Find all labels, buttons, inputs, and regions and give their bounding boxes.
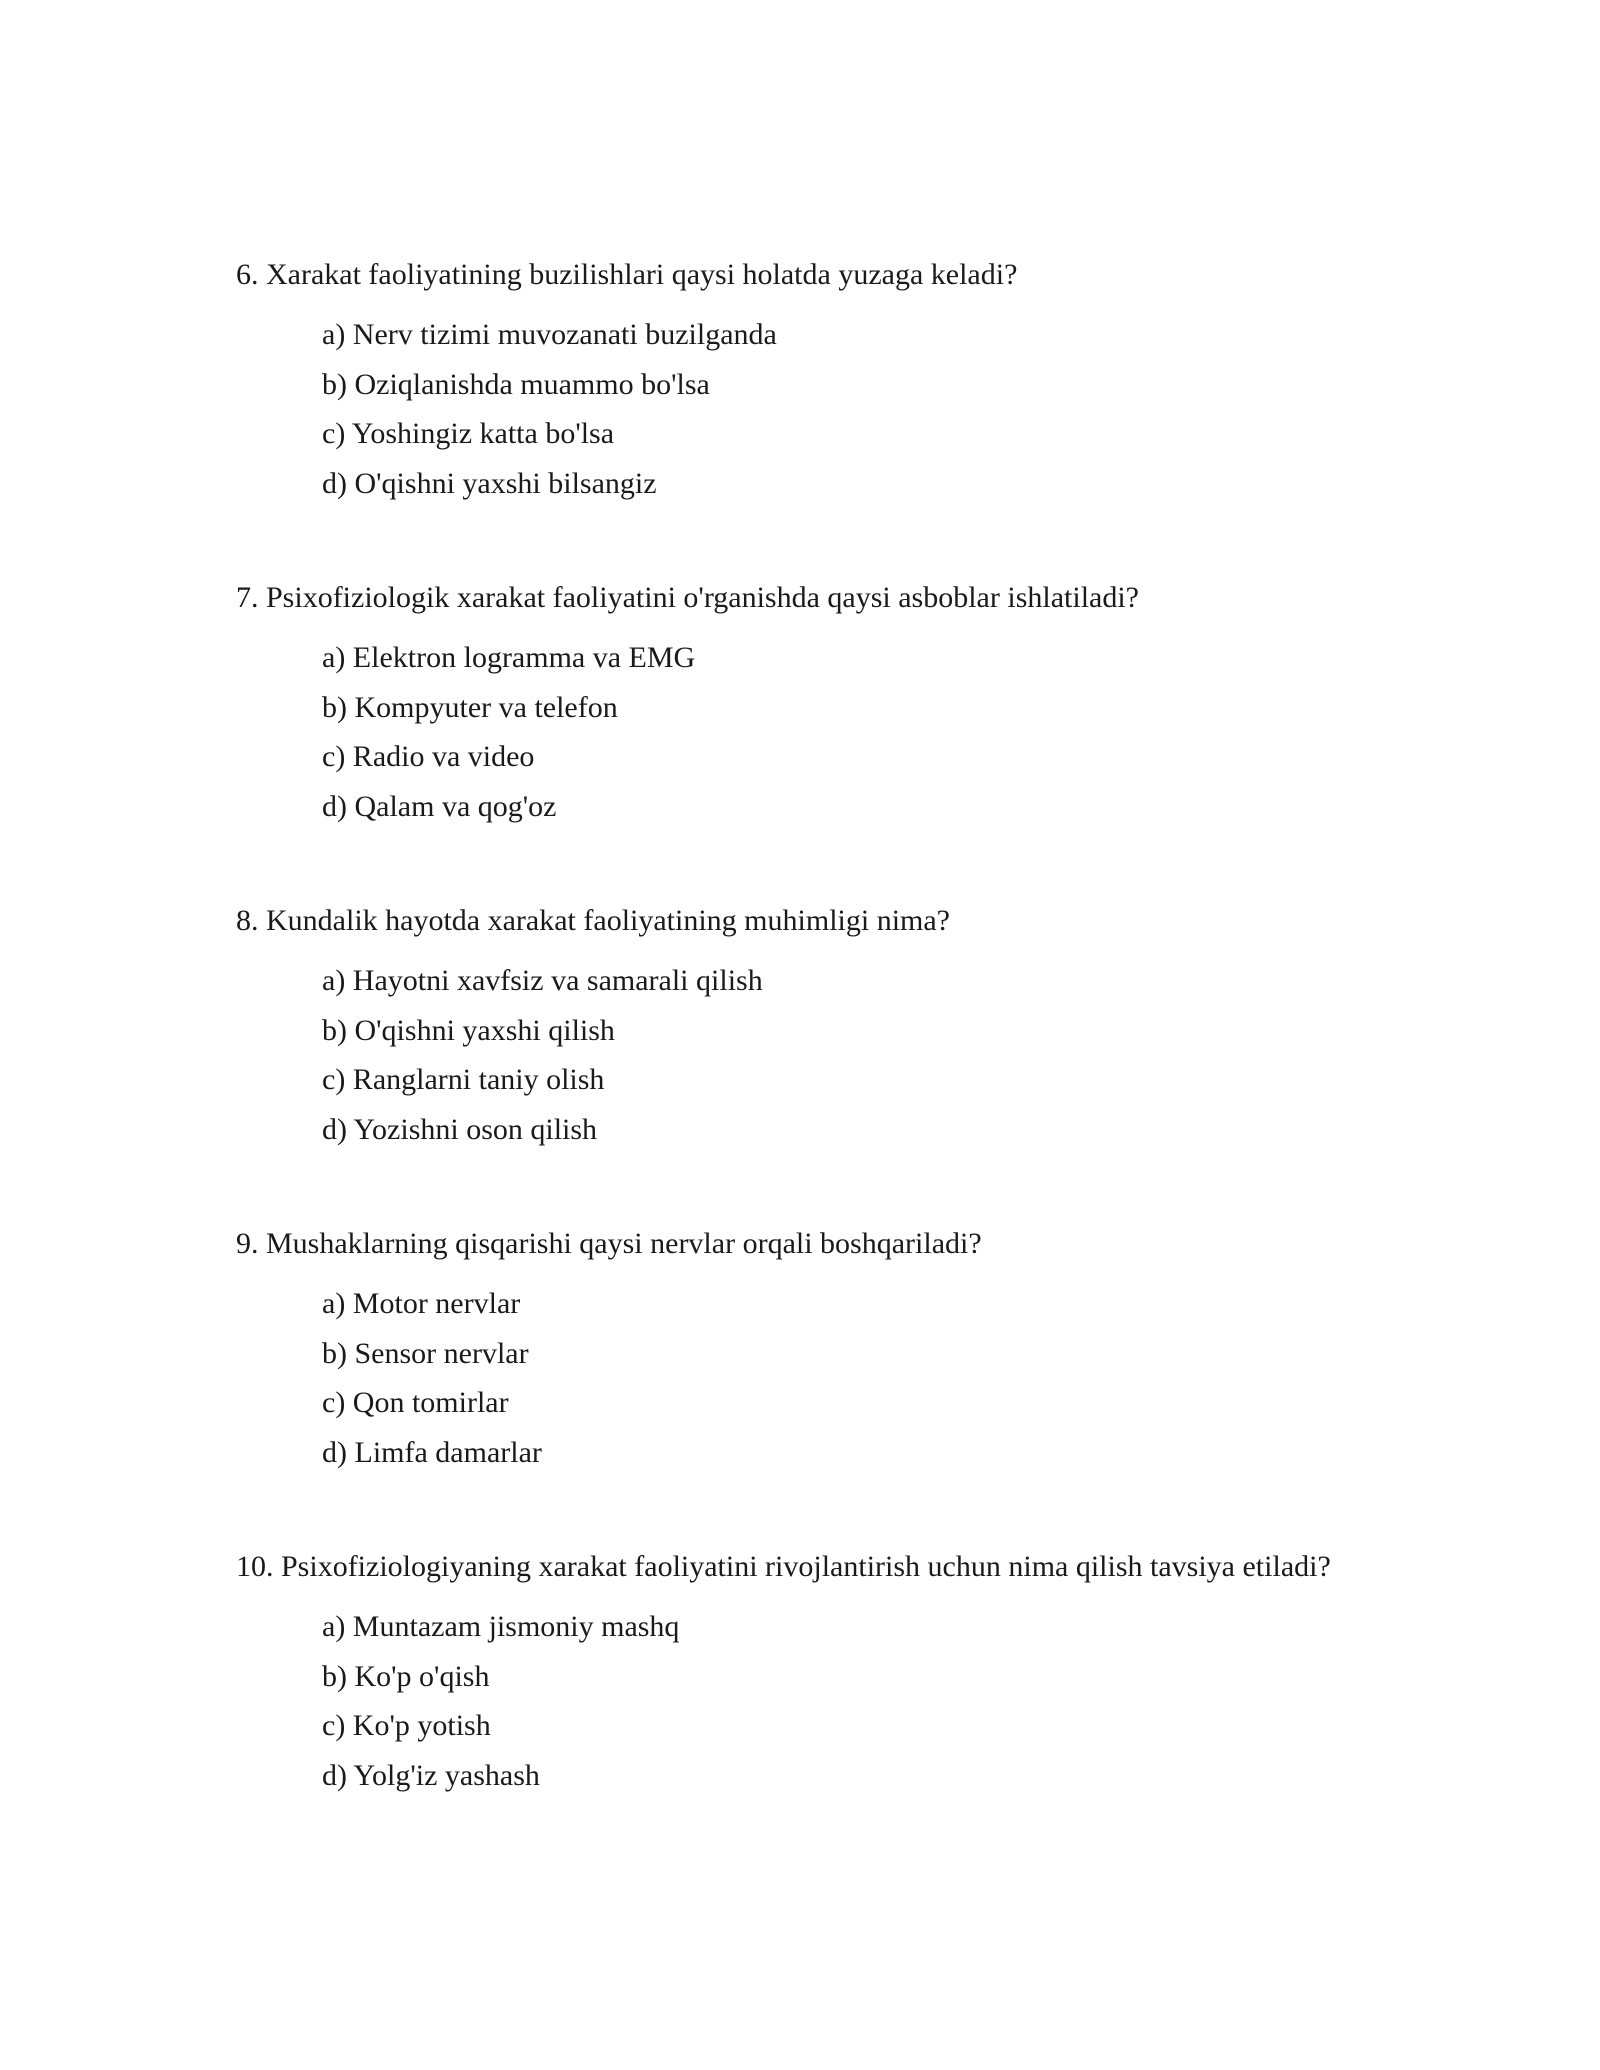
option-b: b) Kompyuter va telefon <box>322 690 618 724</box>
question-text: 10. Psixofiziologiyaning xarakat faoliyatini rivojlantirish uchun nima qilish tavsiya etiladi? <box>236 1550 1331 1583</box>
option-d: d) Qalam va qog'oz <box>322 789 557 823</box>
answer-options <box>236 310 1346 508</box>
option-b: b) Oziqlanishda muammo bo'lsa <box>322 367 710 401</box>
answer-options <box>236 1279 1346 1477</box>
question-7 <box>236 577 1346 831</box>
option-d: d) O'qishni yaxshi bilsangiz <box>322 466 657 500</box>
answer-options <box>236 633 1346 831</box>
question-text: 7. Psixofiziologik xarakat faoliyatini o'rganishda qaysi asboblar ishlatiladi? <box>236 581 1139 614</box>
option-b: b) Ko'p o'qish <box>322 1659 490 1693</box>
option-a: a) Hayotni xavfsiz va samarali qilish <box>322 964 763 997</box>
option-c: c) Yoshingiz katta bo'lsa <box>322 417 615 450</box>
question-10 <box>236 1546 1346 1800</box>
option-c: c) Ko'p yotish <box>322 1709 491 1742</box>
question-6 <box>236 254 1346 508</box>
option-b: b) Sensor nervlar <box>322 1336 529 1370</box>
option-a: a) Nerv tizimi muvozanati buzilganda <box>322 318 777 351</box>
option-c: c) Radio va video <box>322 740 535 773</box>
option-c: c) Qon tomirlar <box>322 1386 509 1419</box>
answer-options <box>236 1602 1346 1800</box>
question-text: 6. Xarakat faoliyatining buzilishlari qaysi holatda yuzaga keladi? <box>236 258 1018 291</box>
option-a: a) Muntazam jismoniy mashq <box>322 1610 680 1643</box>
option-a: a) Motor nervlar <box>322 1287 521 1320</box>
question-text: 9. Mushaklarning qisqarishi qaysi nervlar orqali boshqariladi? <box>236 1227 982 1260</box>
question-8 <box>236 900 1346 1154</box>
option-d: d) Yolg'iz yashash <box>322 1758 540 1792</box>
question-text: 8. Kundalik hayotda xarakat faoliyatining muhimligi nima? <box>236 904 950 937</box>
option-b: b) O'qishni yaxshi qilish <box>322 1013 615 1047</box>
answer-options <box>236 956 1346 1154</box>
option-d: d) Limfa damarlar <box>322 1435 542 1469</box>
option-a: a) Elektron logramma va EMG <box>322 641 696 674</box>
option-c: c) Ranglarni taniy olish <box>322 1063 605 1096</box>
option-d: d) Yozishni oson qilish <box>322 1112 598 1146</box>
question-9 <box>236 1223 1346 1477</box>
